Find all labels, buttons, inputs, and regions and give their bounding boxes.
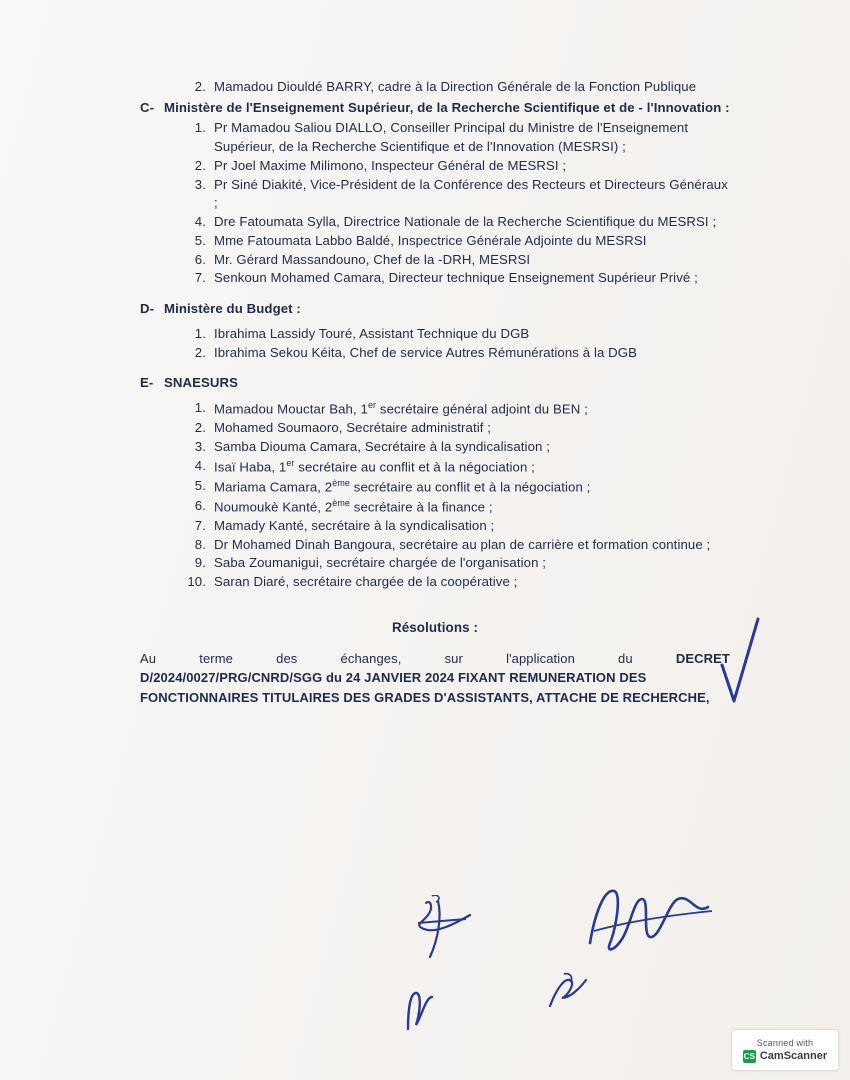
section-marker: C- [140,99,155,115]
list-marker: 7. [194,270,206,286]
resolutions-line-2: D/2024/0027/PRG/CNRD/SGG du 24 JANVIER 2024 FIXANT REMUNERATION DES [140,670,647,686]
list-item [140,157,730,176]
list-text: Ibrahima Sekou Kéita, Chef de service Autres Rémunérations à la DGB [214,344,638,360]
list-marker: 6. [194,251,206,267]
list-text: Senkoun Mohamed Camara, Directeur technique Enseignement Supérieur Privé ; [214,270,698,286]
word: sur [444,650,463,666]
list-item [140,325,730,344]
camscanner-scanned-label: Scanned with [756,1037,814,1048]
list-item [140,497,730,517]
list-item [140,573,730,592]
camscanner-logo-icon: CS [743,1051,755,1061]
list-text: Isaï Haba, 1er secrétaire au conflit et à la négociation ; [214,457,535,474]
section-marker: E- [140,375,154,391]
handwritten-checkmark [718,615,758,705]
word: des [276,650,298,666]
list-text: Mamady Kanté, secrétaire à la syndicalisation ; [214,517,495,533]
list-marker: 7. [194,517,206,533]
list-marker: 8. [194,536,206,552]
list-text: Mamadou Mouctar Bah, 1er secrétaire général adjoint du BEN ; [214,400,588,417]
word: l'application [506,650,575,666]
ordinal-suffix: er [367,400,377,411]
list-text: Saba Zoumanigui, secrétaire chargée de l'organisation ; [214,555,547,571]
list-text: Mohamed Soumaoro, Secrétaire administratif ; [214,420,492,436]
word: terme [199,650,233,666]
list-item [140,517,730,536]
handwritten-initial-right [540,970,600,1020]
camscanner-brand [743,1050,827,1063]
section-heading-c [140,99,730,118]
list-item [140,251,730,270]
list-item [140,419,730,438]
resolutions-line-1 [140,649,730,669]
camscanner-watermark [732,1030,838,1070]
resolutions-paragraph [140,649,730,708]
list-marker: 4. [194,214,206,230]
list-text: Pr Joel Maxime Milimono, Inspecteur Général de MESRSI ; [214,157,567,173]
list-item [140,438,730,457]
list-marker: 10. [187,574,206,590]
list-text: Dre Fatoumata Sylla, Directrice Nationale de la Recherche Scientifique du MESRSI ; [214,214,717,230]
ordinal-suffix: ème [332,497,351,508]
list-item [140,457,730,477]
handwritten-initial-left [400,985,440,1039]
handwritten-signature-left [408,895,508,969]
list-text: Pr Mamadou Saliou DIALLO, Conseiller Principal du Ministre de l'Enseignement Supérieur, de la Recherche Scientifique et de l'Innovation (MESRSI) ; [214,120,689,155]
word: Au [140,650,157,666]
list-text: Mamadou Diouldé BARRY, cadre à la Direction Générale de la Fonction Publique [214,79,697,94]
list-item [140,119,730,156]
list-item [140,344,730,363]
list-marker: 2. [194,79,206,94]
list-item [140,477,730,497]
word: du [618,650,633,666]
list-marker: 2. [194,344,206,360]
list-marker: 2. [194,420,206,436]
list-text: Mr. Gérard Massandouno, Chef de la -DRH, MESRSI [214,251,531,267]
list-item [140,176,730,213]
list-marker: 2. [194,157,206,173]
list-marker: 1. [194,400,206,416]
list-item [140,269,730,288]
list-marker: 1. [194,120,206,136]
list-marker: 3. [194,438,206,454]
word-decret: DECRET [675,650,730,666]
list-marker: 5. [194,477,206,493]
list-text: Mme Fatoumata Labbo Baldé, Inspectrice Générale Adjointe du MESRSI [214,232,647,248]
list-item [140,536,730,555]
word: échanges, [340,650,402,666]
list-item [140,554,730,573]
camscanner-app-name: CamScanner [759,1050,828,1062]
ordinal-suffix: er [286,457,295,468]
document-text-body [140,78,730,707]
list-marker: 5. [194,232,206,248]
resolutions-heading: Résolutions : [391,619,479,635]
list-marker: 1. [194,325,206,341]
list-item [140,78,730,97]
ordinal-suffix: ème [332,477,350,488]
list-text: Pr Siné Diakité, Vice-Président de la Conférence des Recteurs et Directeurs Généraux ; [214,176,728,211]
list-text: Saran Diaré, secrétaire chargée de la coopérative ; [214,574,518,590]
list-text: Noumoukè Kanté, 2ème secrétaire à la finance ; [214,497,493,515]
list-item [140,399,730,419]
section-title: Ministère de l'Enseignement Supérieur, de la Recherche Scientifique et de - l'Innovation : [164,99,730,115]
resolutions-line-3: FONCTIONNAIRES TITULAIRES DES GRADES D'ASSISTANTS, ATTACHE DE RECHERCHE, [140,689,710,705]
list-marker: 9. [194,555,206,571]
section-heading-e [140,374,730,393]
list-marker: 3. [194,176,206,192]
section-title: Ministère du Budget : [164,301,301,317]
section-title: SNAESURS [164,375,239,391]
list-text: Mariama Camara, 2ème secrétaire au conflit et à la négociation ; [214,477,591,495]
section-marker: D- [140,301,155,317]
handwritten-signature-right [580,885,720,969]
list-marker: 6. [194,497,206,513]
list-text: Samba Diouma Camara, Secrétaire à la syndicalisation ; [214,438,550,454]
list-item [140,232,730,251]
list-text: Dr Mohamed Dinah Bangoura, secrétaire au plan de carrière et formation continue ; [214,536,711,552]
list-text: Ibrahima Lassidy Touré, Assistant Technique du DGB [214,325,530,341]
section-heading-d [140,300,730,319]
list-item [140,213,730,232]
list-marker: 4. [194,457,206,473]
